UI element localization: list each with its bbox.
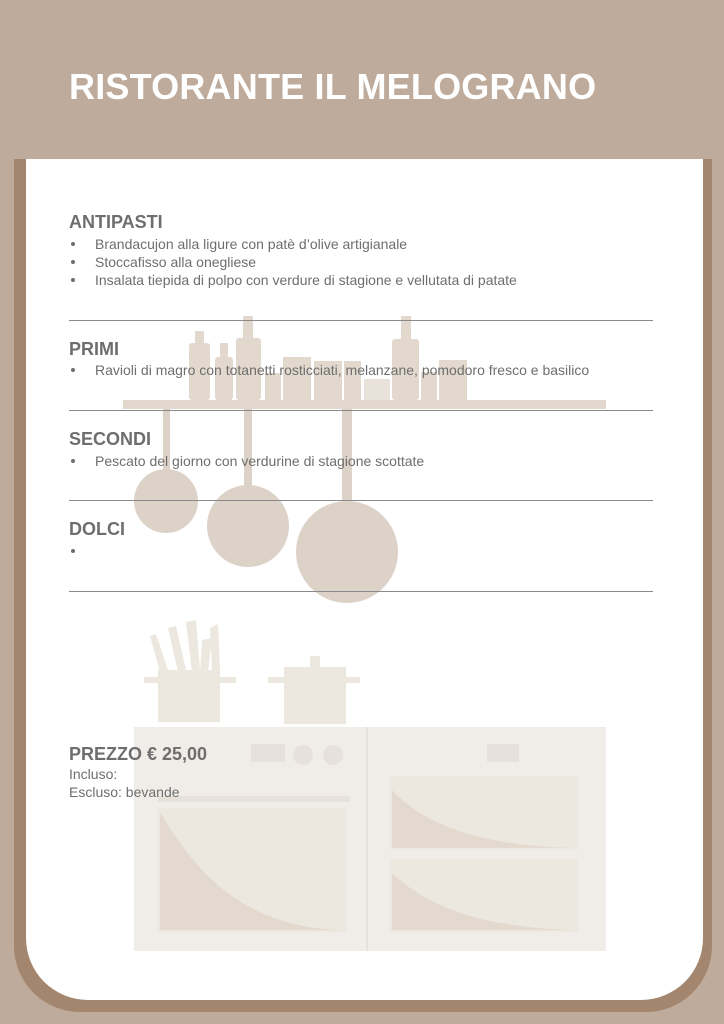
price-excluded: Escluso: bevande	[69, 784, 180, 800]
section-divider	[69, 410, 653, 411]
section-title-dolci: DOLCI	[69, 519, 125, 539]
section-title-secondi: SECONDI	[69, 429, 152, 449]
dolci-list	[69, 542, 95, 560]
section-divider	[69, 591, 653, 592]
list-item: Pescato del giorno con verdurine di stagione scottate	[69, 452, 424, 470]
list-item: Ravioli di magro con totanetti rosticciati, melanzane, pomodoro fresco e basilico	[69, 361, 589, 379]
restaurant-title: RISTORANTE IL MELOGRANO	[69, 66, 597, 107]
section-divider	[69, 500, 653, 501]
price-label: PREZZO € 25,00	[69, 744, 208, 764]
section-title-primi: PRIMI	[69, 339, 120, 359]
primi-list	[69, 361, 589, 379]
secondi-list	[69, 452, 424, 470]
antipasti-list	[69, 235, 517, 289]
list-item: Brandacujon alla ligure con patè d’olive artigianale	[69, 235, 517, 253]
price-included: Incluso:	[69, 766, 118, 782]
section-title-antipasti: ANTIPASTI	[69, 212, 163, 232]
section-divider	[69, 320, 653, 321]
list-item: Stoccafisso alla onegliese	[69, 253, 517, 271]
list-item	[69, 542, 95, 560]
list-item: Insalata tiepida di polpo con verdure di stagione e vellutata di patate	[69, 271, 517, 289]
